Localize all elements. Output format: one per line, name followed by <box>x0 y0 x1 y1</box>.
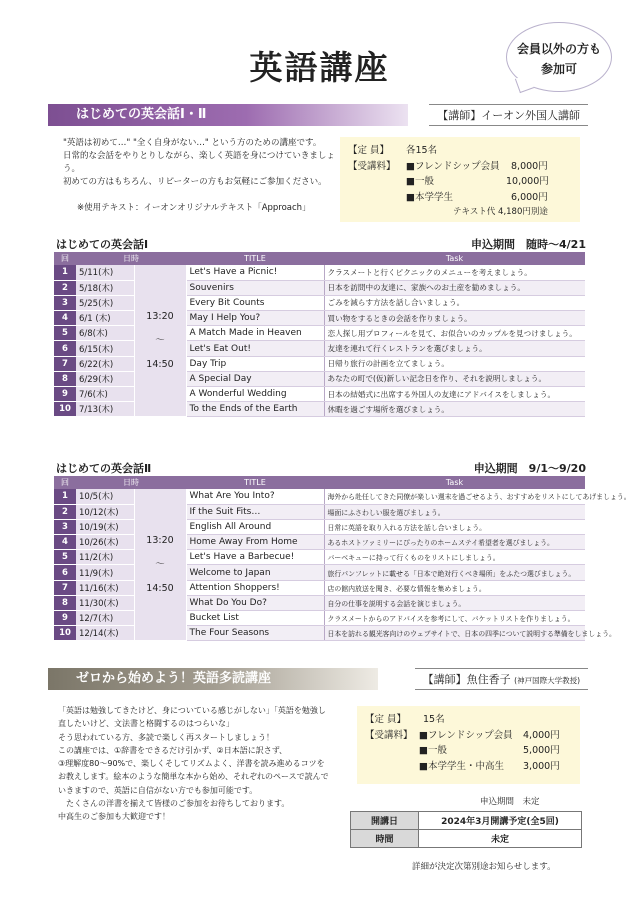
course1-instructor: 【講師】イーオン外国人講師 <box>429 104 588 126</box>
session-number: 7 <box>54 580 76 595</box>
table-row <box>54 611 585 626</box>
session-title: The Four Seasons <box>186 626 324 641</box>
session-title: Every Bit Counts <box>186 295 324 310</box>
intro-line: いきますので、英語に自信がない方でも参加可能です。 <box>58 785 258 795</box>
intro-line: 初めての方はもちろん、リピーターの方もお気軽にご参加ください。 <box>63 177 327 187</box>
session-date: 7/6(木) <box>76 387 134 402</box>
course1-intro <box>63 137 343 215</box>
session-title: What Do You Do? <box>186 595 324 610</box>
fee-price: 4,000円 <box>523 729 560 741</box>
session-task: 日本を訪問中の友達に、家族へのお土産を勧めましょう。 <box>324 280 585 295</box>
session-number: 3 <box>54 295 76 310</box>
session-number: 2 <box>54 280 76 295</box>
table-row <box>54 402 585 417</box>
session-number: 7 <box>54 356 76 371</box>
capacity-label: 【定 員】 <box>365 714 407 725</box>
session-date: 6/29(木) <box>76 371 134 386</box>
table-row <box>54 519 585 534</box>
fee-name: ■本学学生 <box>406 191 453 203</box>
intro-line: そう思われている方、多読で楽しく再スタートしましょう！ <box>58 732 274 742</box>
intro-line: 日常的な会話をやりとりしながら、楽しく英語を身につけていきましょう。 <box>63 151 335 174</box>
session-title: Day Trip <box>186 356 324 371</box>
intro-line: たくさんの洋書を揃えて皆様のご参加をお待ちしております。 <box>66 799 290 809</box>
course1-header-bar <box>48 104 588 126</box>
session-date: 7/13(木) <box>76 402 134 417</box>
course2-instructor-name: 【講師】魚住香子 <box>422 673 511 686</box>
table-value: 2024年3月開講予定(全5回) <box>419 812 582 830</box>
table-row <box>54 550 585 565</box>
table-row <box>351 830 582 848</box>
table-label: 時間 <box>351 830 419 848</box>
table-row <box>54 371 585 386</box>
table-row <box>54 326 585 341</box>
intro-line: 「英語は勉強してきたけど、身についている感じがしない」「英語を勉強し <box>58 706 326 715</box>
session-date: 6/15(木) <box>76 341 134 356</box>
bubble-line-1: 会員以外の方も <box>516 42 601 56</box>
session-date: 11/30(木) <box>76 595 134 610</box>
intro-line: "英語は初めて…" "全く自身がない…" という方のための講座です。 <box>63 138 322 148</box>
fee-label: 【受講料】 <box>348 160 396 172</box>
session-task: あるホストファミリーにぴったりのホームステイ希望者を選びましょう。 <box>324 535 585 550</box>
header-title: TITLE <box>186 252 324 265</box>
schedule2-table <box>54 476 631 641</box>
session-number: 2 <box>54 504 76 519</box>
session-date: 6/22(木) <box>76 356 134 371</box>
intro-line: この講座では、①辞書をできるだけ引かず、②日本語に訳さず、 <box>58 745 288 755</box>
session-date: 12/14(木) <box>76 626 134 641</box>
session-task: 友達を連れて行くレストランを選びましょう。 <box>324 341 585 356</box>
course2-info-box <box>357 706 580 784</box>
session-task: 日本の結婚式に出席する外国人の友達にアドバイスをしましょう。 <box>324 387 585 402</box>
session-title: Let's Eat Out! <box>186 341 324 356</box>
course2-footer-note: 詳細が決定次第別途お知らせします。 <box>412 862 556 872</box>
session-date: 10/12(木) <box>76 504 134 519</box>
course2-header-bar <box>48 668 588 690</box>
session-date: 10/26(木) <box>76 535 134 550</box>
fee-name: ■本学学生・中高生 <box>419 760 504 772</box>
session-time <box>134 489 186 641</box>
fee-price: 5,000円 <box>523 745 560 756</box>
table-row <box>54 565 585 580</box>
fee-name: ■フレンドシップ会員 <box>419 729 513 741</box>
session-task: 休暇を過ごす場所を選びましょう。 <box>324 402 585 417</box>
course1-info-box <box>340 137 580 222</box>
session-title: Attention Shoppers! <box>186 580 324 595</box>
schedule1-period: 申込期間 随時～4/21 <box>471 238 586 251</box>
bubble-line-2: 参加可 <box>540 62 577 76</box>
table-row <box>54 504 585 519</box>
session-date: 5/18(木) <box>76 280 134 295</box>
intro-line: ③理解度80〜90%で、楽しくそしてリズムよく、洋書を読み進めるコツを <box>58 759 325 769</box>
session-time <box>134 265 186 417</box>
table-row <box>54 280 585 295</box>
table-row <box>54 295 585 310</box>
session-title: A Wonderful Wedding <box>186 387 324 402</box>
table-row <box>351 812 582 830</box>
session-date: 6/1 (木) <box>76 311 134 326</box>
session-number: 6 <box>54 341 76 356</box>
time-line: 13:20 <box>146 534 174 546</box>
session-title: To the Ends of the Earth <box>186 402 324 417</box>
fee-label: 【受講料】 <box>365 729 413 741</box>
session-title: A Match Made in Heaven <box>186 326 324 341</box>
session-date: 10/19(木) <box>76 519 134 534</box>
schedule1-heading <box>56 236 586 252</box>
capacity-value: 15名 <box>423 714 445 725</box>
time-line: 14:50 <box>146 582 174 594</box>
session-task: 店の館内放送を聞き、必要な情報を集めましょう。 <box>324 580 585 595</box>
session-number: 10 <box>54 402 76 417</box>
course2-period: 申込期間 未定 <box>480 797 540 807</box>
session-task: バーベキューに持って行くものをリストにしましょう。 <box>324 550 585 565</box>
course2-instructor <box>415 668 588 690</box>
session-date: 11/16(木) <box>76 580 134 595</box>
session-task: 恋人探し用プロフィールを見て、お似合いのカップルを見つけましょう。 <box>324 326 585 341</box>
table-value: 未定 <box>419 830 582 848</box>
course2-title: ゼロから始めよう！英語多読講座 <box>76 671 272 686</box>
intro-line: 直したいけど、文法書と格闘するのはつらいな」 <box>58 719 234 729</box>
session-number: 9 <box>54 387 76 402</box>
fee-name: ■一般 <box>419 745 447 756</box>
table-header-row <box>54 476 585 489</box>
course1-title: はじめての英会話Ⅰ・Ⅱ <box>76 107 207 122</box>
table-label: 開講日 <box>351 812 419 830</box>
schedule1-name: はじめての英会話Ⅰ <box>56 238 149 251</box>
session-number: 4 <box>54 311 76 326</box>
fee-price: 6,000円 <box>511 191 548 203</box>
header-date: 日時 <box>76 476 186 489</box>
session-number: 9 <box>54 611 76 626</box>
session-number: 5 <box>54 550 76 565</box>
table-row <box>54 580 585 595</box>
table-header-row <box>54 252 585 265</box>
session-title: If the Suit Fits… <box>186 504 324 519</box>
session-task: あなたの町で(仮)新しい記念日を作り、それを説明しましょう。 <box>324 371 585 386</box>
session-number: 3 <box>54 519 76 534</box>
intro-line <box>63 189 343 202</box>
session-number: 8 <box>54 595 76 610</box>
session-task: 日帰り旅行の計画を立てましょう。 <box>324 356 585 371</box>
time-line: 〜 <box>155 334 165 346</box>
capacity-label: 【定 員】 <box>348 145 390 156</box>
session-task: 日本を訪れる観光客向けのウェブサイトで、日本の四季について説明する準備をしましょう。 <box>324 626 585 641</box>
time-line: 13:20 <box>146 310 174 322</box>
course2-intro <box>58 704 348 824</box>
session-task: 自分の仕事を説明する会話を演じましょう。 <box>324 595 585 610</box>
schedule2-heading <box>56 460 586 476</box>
session-number: 6 <box>54 565 76 580</box>
schedule2-name: はじめての英会話Ⅱ <box>56 462 152 475</box>
session-title: Let's Have a Picnic! <box>186 265 324 280</box>
header-no: 回 <box>54 476 76 489</box>
header-title: TITLE <box>186 476 324 489</box>
session-number: 1 <box>54 265 76 280</box>
course2-schedule-table <box>350 811 582 848</box>
page-title: 英語講座 <box>249 48 390 87</box>
table-row <box>54 595 585 610</box>
session-title: English All Around <box>186 519 324 534</box>
session-title: May I Help You? <box>186 311 324 326</box>
capacity-value: 各15名 <box>406 145 438 156</box>
intro-line: 中高生のご参加も大歓迎です！ <box>58 812 170 822</box>
session-number: 1 <box>54 489 76 504</box>
fee-price: 3,000円 <box>523 760 560 772</box>
session-task: クラスメートと行くピクニックのメニューを考えましょう。 <box>324 265 585 280</box>
session-number: 8 <box>54 371 76 386</box>
intro-line: ※使用テキスト：イーオンオリジナルテキスト「Approach」 <box>77 203 311 213</box>
schedule1-table <box>54 252 585 417</box>
session-date: 12/7(木) <box>76 611 134 626</box>
intro-line: お教えします。絵本のような簡単な本から始め、それぞれのペースで読んで <box>58 772 329 782</box>
session-date: 6/8(木) <box>76 326 134 341</box>
session-task: 旅行パンフレットに載せる「日本で絶対行くべき場所」をふたつ選びましょう。 <box>324 565 585 580</box>
session-task: 海外から赴任してきた同僚が楽しい週末を過ごせるよう、おすすめをリストにしてあげましょう。 <box>324 489 585 504</box>
header-task: Task <box>324 252 585 265</box>
session-task: 買い物をするときの会話を作りましょう。 <box>324 311 585 326</box>
time-line: 〜 <box>155 558 165 570</box>
time-line: 14:50 <box>146 358 174 370</box>
session-title: Souvenirs <box>186 280 324 295</box>
session-date: 11/2(木) <box>76 550 134 565</box>
session-title: What Are You Into? <box>186 489 324 504</box>
header-date: 日時 <box>76 252 186 265</box>
table-row <box>54 265 585 280</box>
table-row <box>54 311 585 326</box>
non-member-note-bubble <box>506 22 612 92</box>
session-title: Let's Have a Barbecue! <box>186 550 324 565</box>
session-title: A Special Day <box>186 371 324 386</box>
table-row <box>54 387 585 402</box>
table-row <box>54 626 585 641</box>
table-row <box>54 356 585 371</box>
session-title: Welcome to Japan <box>186 565 324 580</box>
fee-name: ■フレンドシップ会員 <box>406 160 500 172</box>
header-no: 回 <box>54 252 76 265</box>
session-title: Bucket List <box>186 611 324 626</box>
table-row <box>54 535 585 550</box>
session-title: Home Away From Home <box>186 535 324 550</box>
session-task: クラスメートからのアドバイスを参考にして、バケットリストを作りましょう。 <box>324 611 585 626</box>
fee-price: 8,000円 <box>511 160 548 172</box>
table-row <box>54 341 585 356</box>
session-number: 4 <box>54 535 76 550</box>
session-number: 5 <box>54 326 76 341</box>
session-date: 5/25(木) <box>76 295 134 310</box>
session-task: 場面にふさわしい服を選びましょう。 <box>324 504 585 519</box>
session-date: 11/9(木) <box>76 565 134 580</box>
session-date: 5/11(木) <box>76 265 134 280</box>
course2-instructor-note: (神戸国際大学教授) <box>514 676 580 685</box>
session-number: 10 <box>54 626 76 641</box>
fee-price: 10,000円 <box>506 176 549 187</box>
fee-name: ■一般 <box>406 176 434 187</box>
header-task: Task <box>324 476 585 489</box>
session-task: ごみを減らす方法を話し合いましょう。 <box>324 295 585 310</box>
schedule2-period: 申込期間 9/1～9/20 <box>473 462 586 475</box>
session-date: 10/5(木) <box>76 489 134 504</box>
text-fee-note: テキスト代 4,180円別途 <box>453 207 548 217</box>
session-task: 日常に英語を取り入れる方法を話し合いましょう。 <box>324 519 585 534</box>
table-row <box>54 489 585 504</box>
